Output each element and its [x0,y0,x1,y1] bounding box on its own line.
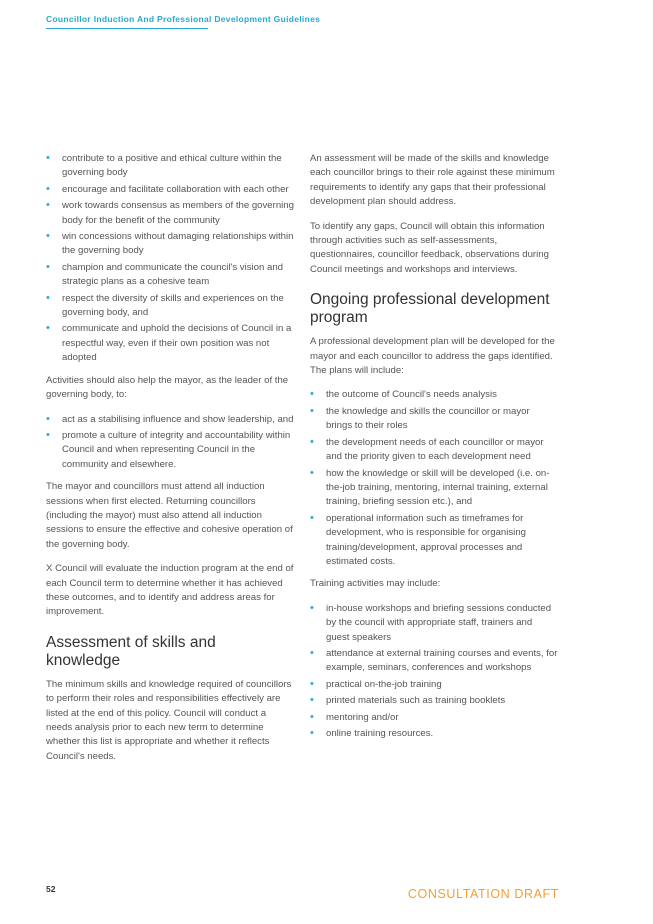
list-item: • printed materials such as training booklets [310,694,506,707]
list-item: • attendance at external training courses and events, for example, seminars, conferences and workshops [310,646,558,674]
bullet-icon: • [46,428,50,441]
page-number: 52 [46,884,56,894]
assessment-heading: Assessment of skills and knowledge [46,633,216,669]
ongoing-development-heading: Ongoing professional development program [310,291,550,327]
bullet-icon: • [310,727,314,739]
bullet-icon: • [310,710,314,723]
list-item: • promote a culture of integrity and accountability within Council and when representing Council in the community and elsewhere. [46,428,291,470]
bullet-icon: • [46,199,50,212]
development-plan-paragraph: A professional development plan will be developed for the mayor and each councillor to address the gaps identified. The plans will include: [310,336,555,377]
list-item: • online training resources. [310,727,434,739]
bullet-icon: • [310,435,314,448]
training-bullet-list [310,602,558,742]
list-item: • work towards consensus as members of the governing body for the benefit of the community [46,199,294,226]
list-item: • operational information such as timeframes for development, who is responsible for organising training/development, approval processes and estimated costs. [310,511,526,567]
bullet-icon: • [46,182,50,195]
list-item: • respect the diversity of skills and experiences on the governing body, and [46,291,284,319]
consultation-draft-label: CONSULTATION DRAFT [407,887,559,901]
list-item: • communicate and uphold the decisions of Council in a respectful way, even if their own position was not adopted [46,322,292,364]
list-item: • encourage and facilitate collaboration with each other [46,182,289,195]
bullet-icon: • [310,466,314,479]
plan-bullet-list [310,388,558,569]
minimum-skills-paragraph: The minimum skills and knowledge required of councillors to perform their roles and responsibilities effectively are listed at the end of this policy. Council will conduct a needs analysis prior to each new term to determine whether this list is appropriate and whether it reflects Council's needs. [46,678,292,762]
culture-bullet-list [46,152,294,366]
training-activities-paragraph: Training activities may include: [310,578,441,590]
activities-paragraph: Activities should also help the mayor, as the leader of the governing body, to: [46,374,289,401]
bullet-icon: • [46,291,50,304]
list-item: • win concessions without damaging relationships within the governing body [46,230,294,257]
list-item: • the knowledge and skills the councillor or mayor brings to their roles [310,404,530,432]
list-item: • contribute to a positive and ethical culture within the governing body [46,152,282,179]
bullet-icon: • [310,677,314,690]
mayor-bullet-list [46,413,294,473]
list-item: • the development needs of each councillor or mayor and the priority given to each development need [310,435,544,463]
bullet-icon: • [46,322,50,335]
bullet-icon: • [46,412,50,425]
left-column [46,152,294,774]
mayor-induction-paragraph: The mayor and councillors must attend all induction sessions when first elected. Returning councillors (including the mayor) must also attend all induction sessions to ensure the effective and cohesive operation of the governing body. [46,481,293,550]
evaluation-paragraph: X Council will evaluate the induction program at the end of each Council term to determine whether it has achieved these outcomes, and to identify and address areas for improvement. [46,563,294,618]
list-item: • practical on-the-job training [310,677,442,690]
bullet-icon: • [310,694,314,707]
list-item: • mentoring and/or [310,710,399,723]
bullet-icon: • [310,511,314,524]
header-title: Councillor Induction And Professional Development Guidelines [46,14,321,24]
identify-gaps-paragraph: To identify any gaps, Council will obtain this information through activities such as self-assessments, questionnaires, councillor feedback, observations during Council meetings and workshops and interviews. [310,220,549,275]
header-rule [46,28,208,29]
bullet-icon: • [46,230,50,243]
bullet-icon: • [310,388,314,401]
bullet-icon: • [310,404,314,417]
list-item: • champion and communicate the council's vision and strategic plans as a cohesive team [46,260,284,288]
list-item: • the outcome of Council's needs analysis [310,388,497,401]
assessment-paragraph: An assessment will be made of the skills and knowledge each councillor brings to their role against these minimum requirements to identify any gaps that their professional development plan should address. [310,153,555,208]
list-item: • in-house workshops and briefing sessions conducted by the council with appropriate staff, trainers and guest speakers [310,601,552,643]
right-column [310,152,558,749]
bullet-icon: • [46,260,50,273]
bullet-icon: • [310,601,314,614]
list-item: • act as a stabilising influence and show leadership, and [46,412,294,425]
bullet-icon: • [310,646,314,659]
list-item: • how the knowledge or skill will be developed (i.e. on-the-job training, mentoring, internal training, external training, briefing session etc.), and [310,466,550,508]
bullet-icon: • [46,152,50,164]
